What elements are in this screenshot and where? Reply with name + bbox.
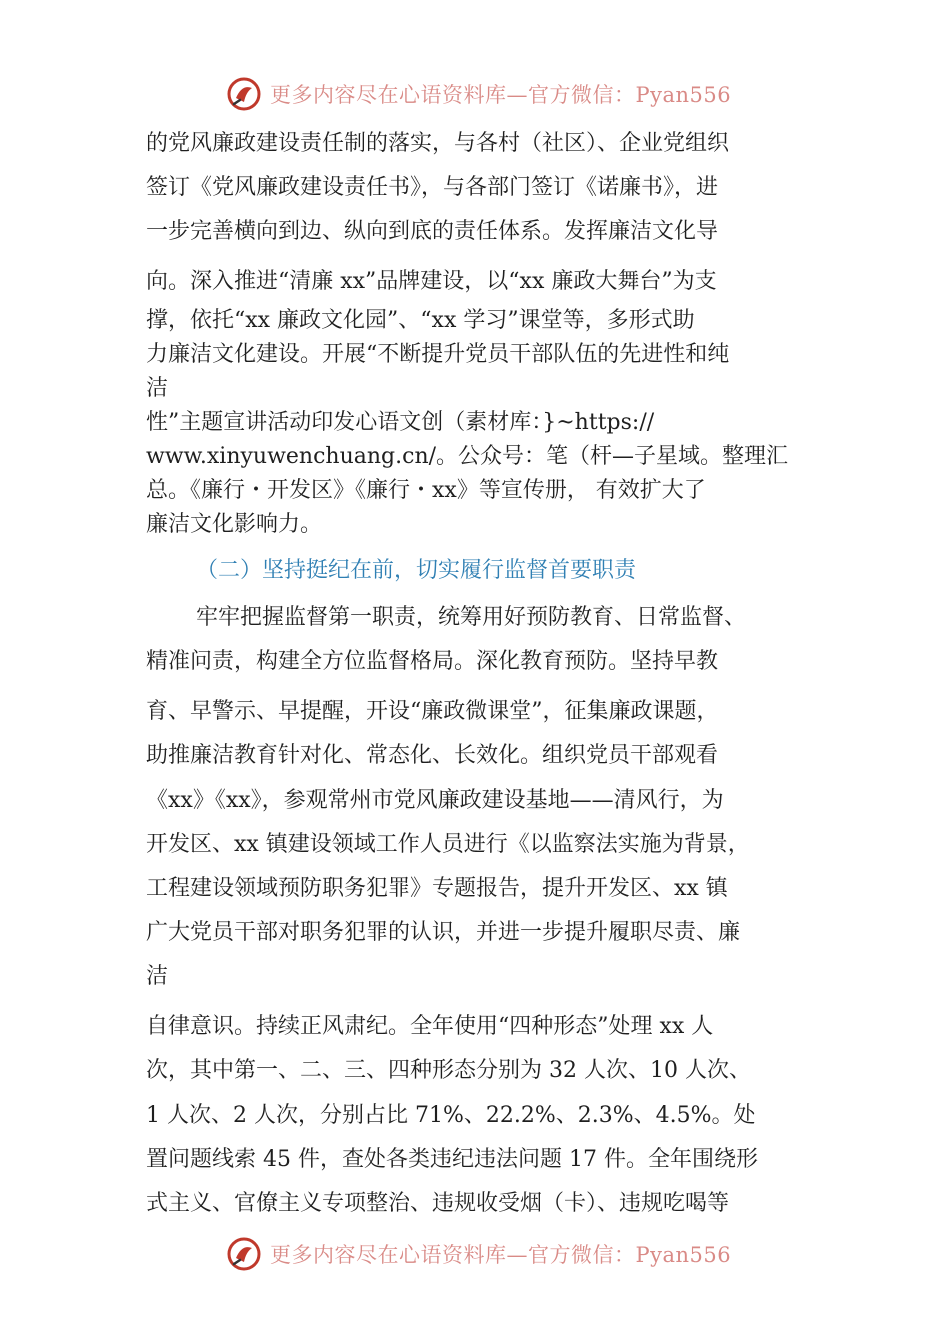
- body-line: 洁: [146, 376, 169, 401]
- footer-banner-text: 更多内容尽在心语资料库—官方微信：Pyan556: [270, 1243, 732, 1267]
- body-line: www.xinyuwenchuang.cn/。公众号：笔（杆—子星域。整理汇: [146, 444, 789, 469]
- header-banner-text: 更多内容尽在心语资料库—官方微信：Pyan556: [270, 83, 732, 107]
- body-line: 总。《廉行・开发区》《廉行・xx》等宣传册， 有效扩大了: [146, 478, 706, 503]
- body-line: 牢牢把握监督第一职责，统筹用好预防教育、日常监督、: [196, 605, 747, 630]
- body-line: 助推廉洁教育针对化、常态化、长效化。组织党员干部观看: [146, 743, 719, 768]
- section-heading: （二）坚持挺纪在前，切实履行监督首要职责: [196, 558, 637, 583]
- body-line: 1 人次、2 人次，分别占比 71%、22.2%、2.3%、4.5%。处: [146, 1103, 756, 1128]
- body-line: 置问题线索 45 件，查处各类违纪违法问题 17 件。全年围绕形: [146, 1147, 758, 1172]
- body-line: 向。深入推进“清廉 xx”品牌建设，以“xx 廉政大舞台”为支: [146, 269, 717, 294]
- body-line: 育、早警示、早提醒，开设“廉政微课堂”，征集廉政课题，: [146, 699, 719, 724]
- brush-logo-icon: [226, 76, 262, 112]
- footer-banner: [226, 1234, 731, 1274]
- body-line: 签订《党风廉政建设责任书》，与各部门签订《诺廉书》，进: [146, 175, 719, 200]
- body-line: 的党风廉政建设责任制的落实，与各村（社区）、企业党组织: [146, 131, 730, 156]
- body-line: 开发区、xx 镇建设领域工作人员进行《以监察法实施为背景，: [146, 832, 750, 857]
- body-line: 力廉洁文化建设。开展“不断提升党员干部队伍的先进性和纯: [146, 342, 730, 367]
- body-line: 廉洁文化影响力。: [146, 512, 323, 537]
- body-line: 撑，依托“xx 廉政文化园”、“xx 学习”课堂等，多形式助: [146, 308, 695, 333]
- brush-logo-icon: [226, 1236, 262, 1272]
- body-line: 精准问责，构建全方位监督格局。深化教育预防。坚持早教: [146, 649, 719, 674]
- body-line: 工程建设领域预防职务犯罪》专题报告，提升开发区、xx 镇: [146, 876, 728, 901]
- body-line: 性”主题宣讲活动印发心语文创（素材库：}~https://: [146, 410, 655, 435]
- body-line: 式主义、官僚主义专项整治、违规收受烟（卡）、违规吃喝等: [146, 1191, 730, 1216]
- body-line: 《xx》《xx》，参观常州市党风廉政建设基地——清风行，为: [146, 788, 724, 813]
- body-line: 洁: [146, 964, 169, 989]
- body-line: 一步完善横向到边、纵向到底的责任体系。发挥廉洁文化导: [146, 219, 719, 244]
- body-line: 次，其中第一、二、三、四种形态分别为 32 人次、10 人次、: [146, 1058, 751, 1083]
- body-line: 广大党员干部对职务犯罪的认识，并进一步提升履职尽责、廉: [146, 920, 741, 945]
- body-line: 自律意识。持续正风肃纪。全年使用“四种形态”处理 xx 人: [146, 1014, 714, 1039]
- header-banner: [226, 74, 731, 114]
